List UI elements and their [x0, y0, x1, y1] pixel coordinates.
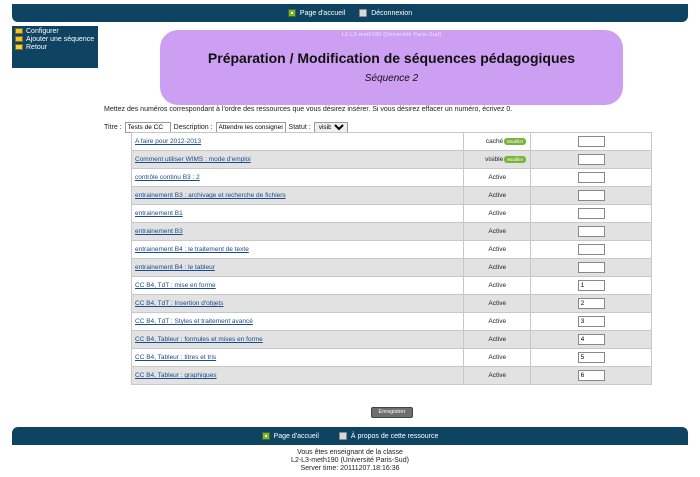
- bottom-home-label: Page d'accueil: [273, 432, 319, 440]
- resource-status-cell: [464, 133, 531, 151]
- resource-order-cell: [531, 133, 652, 151]
- order-input[interactable]: [578, 262, 605, 273]
- resource-status-cell: [464, 295, 531, 313]
- resource-link[interactable]: CC B4, Tableur : graphiques: [135, 372, 217, 379]
- order-input[interactable]: [578, 244, 605, 255]
- order-input[interactable]: [578, 172, 605, 183]
- resource-status-cell: [464, 169, 531, 187]
- resource-status: Active: [488, 210, 507, 217]
- resource-row: [132, 223, 652, 241]
- page-header: [160, 30, 623, 105]
- side-item-configure[interactable]: [15, 28, 95, 35]
- resource-title-cell: [132, 349, 464, 367]
- resource-order-cell: [531, 259, 652, 277]
- resource-status-cell: [464, 277, 531, 295]
- resource-link[interactable]: CC B4, TdT : mise en forme: [135, 282, 216, 289]
- resource-status: Active: [488, 228, 507, 235]
- resource-row: [132, 349, 652, 367]
- resource-link[interactable]: CC B4, Tableur : titres et tris: [135, 354, 217, 361]
- side-item-label: Ajouter une séquence: [26, 36, 95, 43]
- resource-row: [132, 313, 652, 331]
- course-tag: L2-L3-meth190 (Université Paris-Sud): [341, 32, 442, 38]
- resources-table: [131, 132, 652, 385]
- bottom-home-link[interactable]: [262, 432, 319, 440]
- resource-status: Active: [488, 282, 507, 289]
- resource-order-cell: [531, 223, 652, 241]
- home-icon: [288, 9, 296, 17]
- page-title: Préparation / Modification de séquences pédagogiques: [207, 50, 576, 66]
- resource-status: Active: [488, 300, 507, 307]
- resource-link[interactable]: CC B4, TdT : Styles et traitement avancé: [135, 318, 253, 325]
- instructions-text: Mettez des numéros correspondant à l'ordre des ressources que vous désirez insérer. Si vous désirez effacer un numéro, écrivez 0.: [104, 106, 513, 113]
- resource-status-cell: [464, 205, 531, 223]
- resource-row: [132, 331, 652, 349]
- resource-order-cell: [531, 169, 652, 187]
- resource-row: [132, 241, 652, 259]
- resource-order-cell: [531, 295, 652, 313]
- resource-link[interactable]: entrainement B4 : le traitement de texte: [135, 246, 249, 253]
- resource-link[interactable]: CC B4, TdT : Insertion d'objets: [135, 300, 224, 307]
- resource-order-cell: [531, 331, 652, 349]
- about-link[interactable]: [339, 432, 439, 440]
- side-item-label: Retour: [26, 44, 48, 51]
- footer-line-3: Server time: 20111207.18:16:36: [300, 465, 400, 472]
- about-icon: [339, 432, 347, 440]
- resource-row: [132, 259, 652, 277]
- resource-status: Active: [488, 264, 507, 271]
- resource-title-cell: [132, 313, 464, 331]
- about-link-label: À propos de cette ressource: [350, 432, 439, 440]
- resource-status-cell: [464, 223, 531, 241]
- title-label: Titre :: [104, 124, 122, 131]
- resource-link[interactable]: Comment utiliser WIMS : mode d'emploi: [135, 156, 251, 163]
- bottom-nav-bar: [12, 427, 688, 445]
- resource-status: Active: [488, 174, 507, 181]
- order-input[interactable]: [578, 190, 605, 201]
- logout-icon: [359, 9, 367, 17]
- side-item-label: Configurer: [26, 28, 59, 35]
- order-input[interactable]: [578, 226, 605, 237]
- resource-title-cell: [132, 295, 464, 313]
- resource-row: [132, 133, 652, 151]
- add-icon: [15, 36, 23, 42]
- resource-row: [132, 169, 652, 187]
- resource-title-cell: [132, 151, 464, 169]
- resource-order-cell: [531, 187, 652, 205]
- resource-status-cell: [464, 187, 531, 205]
- order-input[interactable]: [578, 352, 605, 363]
- resource-status: Active: [488, 246, 507, 253]
- resource-row: [132, 151, 652, 169]
- resource-status-cell: [464, 349, 531, 367]
- home-icon: [262, 432, 270, 440]
- resource-link[interactable]: entrainement B3 : archivage et recherche de fichiers: [135, 192, 286, 199]
- page-footer: [0, 449, 700, 473]
- order-input[interactable]: [578, 334, 605, 345]
- logout-link[interactable]: [359, 9, 412, 17]
- resource-order-cell: [531, 241, 652, 259]
- home-link[interactable]: [288, 9, 345, 17]
- home-link-label: Page d'accueil: [299, 9, 346, 17]
- resource-row: [132, 205, 652, 223]
- back-icon: [15, 44, 23, 50]
- resource-status: Active: [488, 318, 507, 325]
- modify-button[interactable]: Modifier: [504, 156, 526, 163]
- order-input[interactable]: [578, 136, 605, 147]
- resource-title-cell: [132, 241, 464, 259]
- resource-title-cell: [132, 277, 464, 295]
- resource-link[interactable]: contrôle continu B3 : 2: [135, 174, 200, 181]
- order-input[interactable]: [578, 298, 605, 309]
- resource-title-cell: [132, 133, 464, 151]
- resource-row: [132, 295, 652, 313]
- status-label: Statut :: [288, 124, 311, 131]
- order-input[interactable]: [578, 280, 605, 291]
- resource-title-cell: [132, 169, 464, 187]
- resource-order-cell: [531, 349, 652, 367]
- resource-status-cell: [464, 367, 531, 385]
- resource-title-cell: [132, 205, 464, 223]
- resource-row: [132, 187, 652, 205]
- description-label: Description :: [173, 124, 213, 131]
- resource-title-cell: [132, 331, 464, 349]
- logout-link-label: Déconnexion: [371, 9, 413, 17]
- resource-status-cell: [464, 259, 531, 277]
- order-input[interactable]: [578, 370, 605, 381]
- order-input[interactable]: [578, 208, 605, 219]
- resource-status: caché: [485, 138, 504, 146]
- resource-order-cell: [531, 313, 652, 331]
- resource-link[interactable]: entrainement B1: [135, 210, 183, 217]
- config-icon: [15, 28, 23, 34]
- resource-status-cell: [464, 151, 531, 169]
- side-menu: [12, 26, 98, 68]
- resource-link[interactable]: CC B4, Tableur : formules et mises en forme: [135, 336, 263, 343]
- resource-status: visible: [485, 156, 504, 164]
- resource-title-cell: [132, 223, 464, 241]
- page-subtitle: Séquence 2: [364, 73, 419, 84]
- resource-order-cell: [531, 151, 652, 169]
- resource-row: [132, 277, 652, 295]
- side-item-add-sequence[interactable]: [15, 36, 95, 43]
- resource-status: Active: [488, 354, 507, 361]
- resource-order-cell: [531, 367, 652, 385]
- resource-order-cell: [531, 205, 652, 223]
- resource-status-cell: [464, 241, 531, 259]
- resource-row: [132, 367, 652, 385]
- resource-status-cell: [464, 313, 531, 331]
- resource-status-cell: [464, 331, 531, 349]
- resource-order-cell: [531, 277, 652, 295]
- resource-title-cell: [132, 187, 464, 205]
- top-nav-bar: [12, 4, 688, 22]
- resource-status: Active: [488, 336, 507, 343]
- modify-button[interactable]: Modifier: [504, 138, 526, 145]
- footer-line-1: Vous êtes enseignant de la classe: [297, 449, 403, 456]
- resource-title-cell: [132, 259, 464, 277]
- resource-link[interactable]: entrainement B4 : le tableur: [135, 264, 215, 271]
- footer-line-2: L2-L3-meth190 (Université Paris-Sud): [291, 457, 409, 464]
- save-button[interactable]: Enregistrer: [371, 407, 413, 418]
- resource-status: Active: [488, 192, 507, 199]
- side-item-back[interactable]: [15, 44, 95, 51]
- resource-link[interactable]: entrainement B3: [135, 228, 183, 235]
- resource-title-cell: [132, 367, 464, 385]
- order-input[interactable]: [578, 154, 605, 165]
- resource-status: Active: [488, 372, 507, 379]
- order-input[interactable]: [578, 316, 605, 327]
- resource-link[interactable]: A faire pour 2012-2013: [135, 138, 202, 145]
